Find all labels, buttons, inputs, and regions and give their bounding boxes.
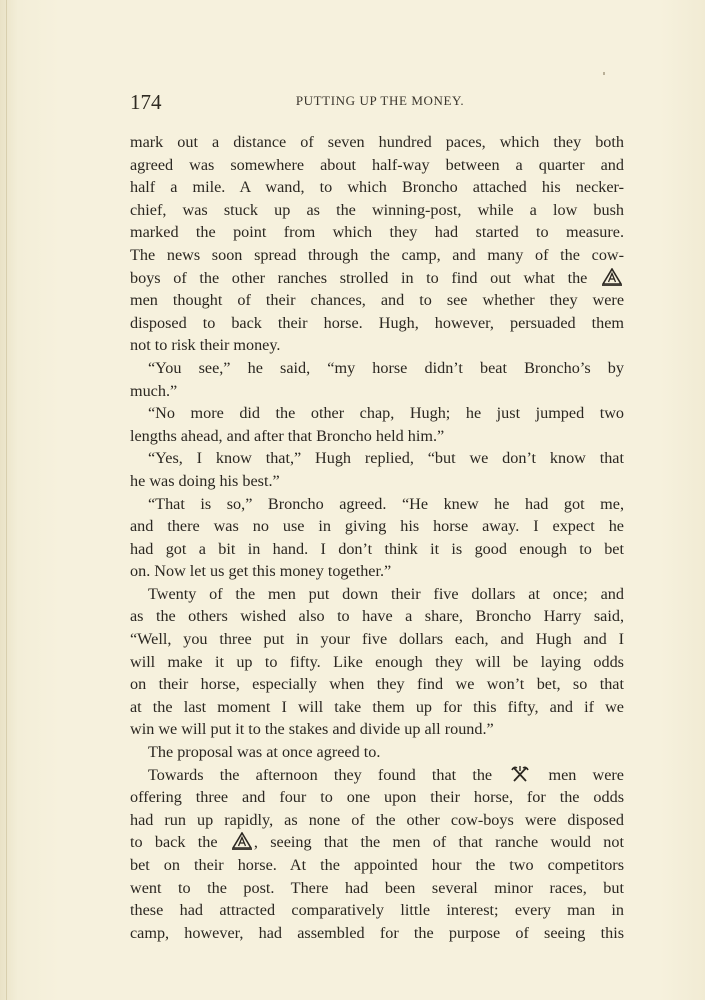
- running-head: PUTTING UP THE MONEY.: [295, 93, 465, 108]
- text-line: “No more did the other chap, Hugh; he just jumped two: [148, 404, 624, 423]
- text-line: disposed to back their horse. Hugh, however, persuaded them: [130, 313, 624, 332]
- text-segment: , seeing that the men of that ranche would not: [253, 833, 624, 852]
- text-line: “Yes, I know that,” Hugh replied, “but we don’t know that: [148, 449, 624, 468]
- text-line: he was doing his best.”: [130, 471, 280, 490]
- text-segment: boys of the other ranches strolled in to find out what the: [130, 268, 588, 287]
- text-segment: men were: [548, 765, 624, 784]
- text-line: on. Now let us get this money together.”: [130, 562, 392, 581]
- text-line: marked the point from which they had started to measure.: [130, 223, 624, 242]
- text-line: camp, however, had assembled for the purpose of seeing this: [130, 923, 624, 942]
- text-line: men thought of their chances, and to see whether they were: [130, 291, 624, 310]
- text-line: Twenty of the men put down their five dollars at once; and: [148, 584, 624, 603]
- triangle-a-brand-icon: [232, 832, 252, 850]
- text-line: not to risk their money.: [130, 336, 281, 355]
- text-line: bet on their horse. At the appointed hour the two competitors: [130, 856, 624, 874]
- text-line: “You see,” he said, “my horse didn’t beat Broncho’s by: [148, 358, 624, 377]
- text-line: half a mile. A wand, to which Broncho attached his necker-: [130, 178, 624, 197]
- text-line: went to the post. There had been several minor races, but: [130, 878, 624, 897]
- binding-gutter: [6, 0, 7, 1000]
- crossed-tools-brand-icon: [510, 765, 530, 783]
- text-segment: Towards the afternoon they found that the: [148, 765, 493, 784]
- text-line: [130, 267, 624, 290]
- text-line: at the last moment I will take them up for this fifty, and if we: [130, 697, 624, 716]
- text-line: [130, 764, 624, 787]
- text-line: The news soon spread through the camp, and many of the cow-: [130, 245, 624, 264]
- text-line: agreed was somewhere about half-way between a quarter and: [130, 155, 624, 174]
- triangle-a-brand-icon: [602, 268, 622, 286]
- text-line: “Well, you three put in your five dollars each, and Hugh and I: [130, 630, 624, 649]
- text-line: had run up rapidly, as none of the other cow-boys were disposed: [130, 810, 624, 829]
- text-line: The proposal was at once agreed to.: [148, 743, 381, 762]
- text-segment: to back the: [130, 833, 218, 852]
- text-line: lengths ahead, and after that Broncho held him.”: [130, 426, 445, 445]
- body-text: [130, 131, 624, 944]
- text-line: will make it up to fifty. Like enough they will be laying odds: [130, 652, 624, 671]
- text-line: had got a bit in hand. I don’t think it is good enough to bet: [130, 539, 624, 558]
- text-line: and there was no use in giving his horse away. I expect he: [130, 517, 624, 536]
- page-number: 174: [130, 90, 162, 114]
- paper-speck: [603, 72, 605, 75]
- page-header: [130, 90, 624, 116]
- text-line: chief, was stuck up as the winning-post, while a low bush: [130, 200, 624, 219]
- text-line: as the others wished also to have a share, Broncho Harry said,: [130, 607, 624, 626]
- text-line: mark out a distance of seven hundred paces, which they both: [130, 133, 624, 151]
- text-line: on their horse, especially when they find we won’t bet, so that: [130, 675, 624, 694]
- text-line: offering three and four to one upon their horse, for the odds: [130, 788, 624, 807]
- text-line: [130, 831, 624, 854]
- text-line: much.”: [130, 381, 178, 400]
- text-line: these had attracted comparatively little interest; every man in: [130, 901, 624, 920]
- text-line: “That is so,” Broncho agreed. “He knew he had got me,: [148, 494, 624, 513]
- text-line: win we will put it to the stakes and divide up all round.”: [130, 720, 494, 739]
